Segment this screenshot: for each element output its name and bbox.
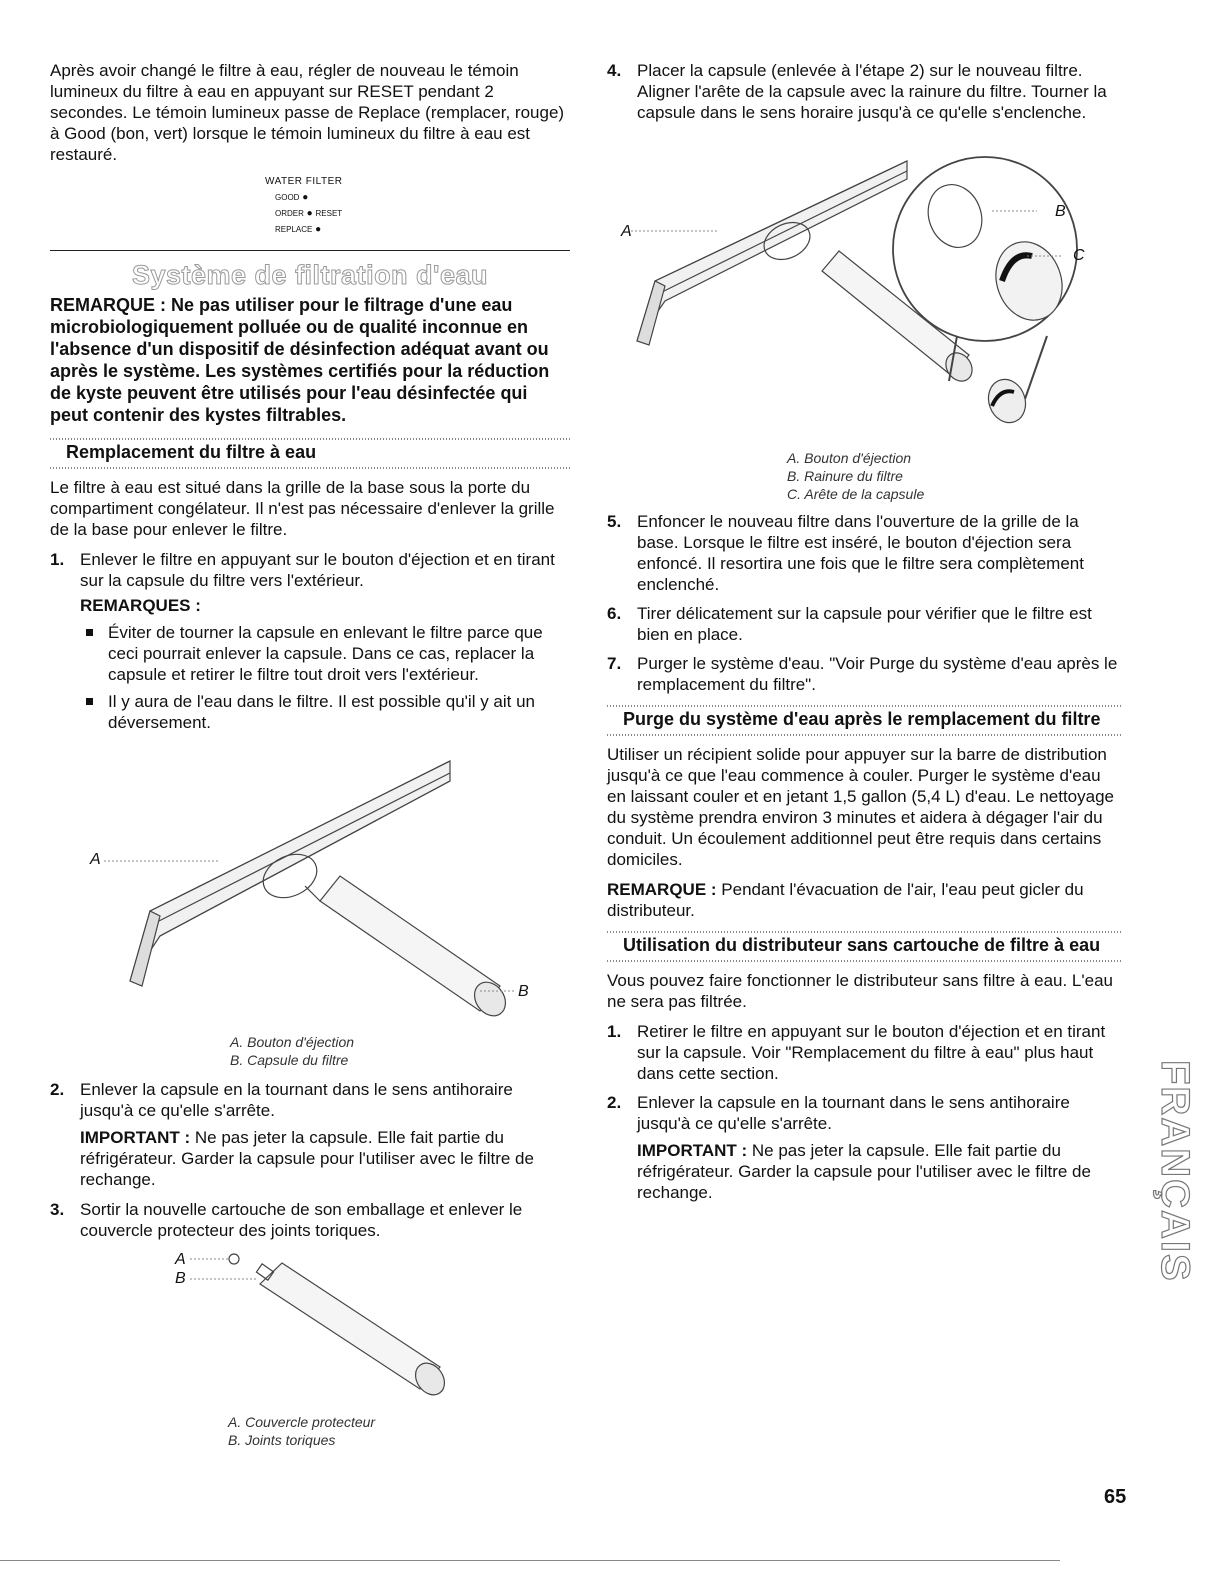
step-text: Purger le système d'eau. "Voir Purge du système d'eau après le remplacement du filtre".: [637, 654, 1118, 694]
step-text: Placer la capsule (enlevée à l'étape 2) sur le nouveau filtre. Aligner l'arête de la capsule avec la rainure du filtre. Tourner la capsule dans le sens horaire jusqu'à ce qu'elle s'enclenche.: [637, 61, 1107, 122]
step-number: 1.: [50, 550, 65, 569]
step-text: Enfoncer le nouveau filtre dans l'ouverture de la grille de la base. Lorsque le filtre est inséré, le bouton d'éjection sera enfoncé. Il resortira une fois que le filtre sera complètement enclenché.: [637, 512, 1084, 594]
steps-list-right: [607, 60, 1123, 123]
figure-eject-filter: [50, 741, 570, 1041]
caption-b: B. Capsule du filtre: [230, 1052, 349, 1068]
figure-label-b: B: [1055, 203, 1066, 220]
cartridge-illustration: [50, 1249, 570, 1409]
panel-title: WATER FILTER: [265, 176, 343, 187]
figure-new-cartridge: [50, 1249, 570, 1409]
water-filter-panel: [265, 174, 385, 238]
cap-install-illustration: [607, 131, 1123, 461]
util-step-2: [607, 1092, 1123, 1203]
caption-a: A. Couvercle protecteur: [228, 1414, 376, 1430]
step-number: 3.: [50, 1200, 65, 1219]
figure-label-a: A: [90, 851, 101, 868]
remarques-title: REMARQUES :: [80, 596, 201, 615]
page-number: 65: [1104, 1486, 1127, 1508]
section-title: Système de filtration d'eau: [131, 260, 488, 290]
step-number: 5.: [607, 512, 622, 531]
figure-install-cap: [607, 131, 1123, 461]
caption-b: B. Rainure du filtre: [787, 468, 903, 484]
caption-a: A. Bouton d'éjection: [787, 450, 912, 466]
util-step-1: [607, 1021, 1123, 1084]
important-label: IMPORTANT :: [80, 1128, 191, 1147]
figure-label-c: C: [1073, 247, 1085, 264]
step-2: [50, 1079, 570, 1190]
bottom-rule: [0, 1560, 1060, 1561]
purge-paragraph: Utiliser un récipient solide pour appuyer sur la barre de distribution jusqu'à ce que l'eau commence à couler. Purger le système d'eau en laissant couler et en jetant 1,5 gallon (5,4 L) d'eau. Le nettoyage du système prendra environ 3 minutes et aidera à dégager l'air du conduit. Un écoulement additionnel peut être requis dans certains domiciles.: [607, 745, 1114, 869]
intro-paragraph: Après avoir changé le filtre à eau, régler de nouveau le témoin lumineux du filtre à eau en appuyant sur RESET pendant 2 secondes. Le témoin lumineux passe de Replace (remplacer, rouge) à Good (bon, vert) lorsque le témoin lumineux du filtre à eau est restauré.: [50, 61, 565, 164]
right-column: [607, 60, 1123, 1212]
step-number: 7.: [607, 654, 622, 673]
steps-list: [50, 549, 570, 733]
step-number: 4.: [607, 61, 622, 80]
important-text: Ne pas jeter la capsule. Elle fait partie du réfrigérateur. Garder la capsule pour l'utiliser avec le filtre de rechange.: [80, 1128, 534, 1189]
figure-label-a: A: [175, 1251, 186, 1268]
step-text: Enlever la capsule en la tournant dans le sens antihoraire jusqu'à ce qu'elle s'arrête.: [637, 1093, 1070, 1133]
step-text: Enlever la capsule en la tournant dans le sens antihoraire jusqu'à ce qu'elle s'arrête.: [80, 1080, 513, 1120]
step-text: Tirer délicatement sur la capsule pour vérifier que le filtre est bien en place.: [637, 604, 1092, 644]
caption-a: A. Bouton d'éjection: [230, 1034, 355, 1050]
step-5: [607, 511, 1123, 595]
caption-c: C. Arête de la capsule: [787, 486, 925, 502]
important-label: IMPORTANT :: [637, 1141, 748, 1160]
step-number: 2.: [50, 1080, 65, 1099]
remarque-label: REMARQUE :: [607, 880, 717, 899]
led-replace-label: REPLACE: [275, 225, 313, 234]
step-text: Sortir la nouvelle cartouche de son emballage et enlever le couvercle protecteur des joints toriques.: [80, 1200, 523, 1240]
step-1: [50, 549, 570, 733]
step-7: [607, 653, 1123, 695]
bullet-item: Éviter de tourner la capsule en enlevant le filtre parce que ceci pourrait enlever la capsule. Dans ce cas, replacer la capsule et retirer le filtre tout droit vers l'extérieur.: [80, 622, 570, 685]
reset-button[interactable]: RESET: [315, 209, 343, 218]
step-number: 6.: [607, 604, 622, 623]
section-divider: [50, 250, 570, 251]
step-text: Enlever le filtre en appuyant sur le bouton d'éjection et en tirant sur la capsule du filtre vers l'extérieur.: [80, 550, 555, 590]
heading-remplacement: Remplacement du filtre à eau: [50, 438, 570, 469]
heading-utilisation: Utilisation du distributeur sans cartouche de filtre à eau: [607, 931, 1123, 962]
left-column: [50, 60, 570, 1449]
language-tab-text: FRANÇAIS: [1153, 1060, 1196, 1283]
caption-b: B. Joints toriques: [228, 1432, 336, 1448]
step-6: [607, 603, 1123, 645]
step-4: [607, 60, 1123, 123]
remarque-text: Pendant l'évacuation de l'air, l'eau peut gicler du distributeur.: [607, 880, 1084, 920]
remarque-warning: REMARQUE : Ne pas utiliser pour le filtrage d'une eau microbiologiquement polluée ou de qualité inconnue en l'absence d'un dispositif de désinfection adéquat avant ou après le système. Les systèmes certifiés pour la réduction de kyste peuvent être utilisés pour l'eau désinfectée qui peut contenir des kystes filtrables.: [50, 295, 550, 425]
step-number: 1.: [607, 1022, 622, 1041]
step-number: 2.: [607, 1093, 622, 1112]
utilisation-steps: [607, 1021, 1123, 1203]
remarque-purge: [607, 879, 1123, 921]
figure-label-b: B: [518, 983, 529, 1000]
step-text: Retirer le filtre en appuyant sur le bouton d'éjection et en tirant sur la capsule. Voir "Remplacement du filtre à eau" plus haut dans cette section.: [637, 1022, 1106, 1083]
led-replace-indicator: ●: [315, 224, 322, 235]
utilisation-paragraph: Vous pouvez faire fonctionner le distributeur sans filtre à eau. L'eau ne sera pas filtrée.: [607, 971, 1113, 1011]
filter-eject-illustration: [50, 741, 570, 1041]
remarques-list: [80, 622, 570, 733]
steps-list-2: [50, 1079, 570, 1241]
heading-purge: Purge du système d'eau après le remplacement du filtre: [607, 705, 1123, 736]
important-text: Ne pas jeter la capsule. Elle fait partie du réfrigérateur. Garder la capsule pour l'utiliser avec le filtre de rechange.: [637, 1141, 1091, 1202]
location-paragraph: Le filtre à eau est situé dans la grille de la base sous la porte du compartiment congélateur. Il n'est pas nécessaire d'enlever la grille de la base pour enlever le filtre.: [50, 478, 555, 539]
figure-label-b: B: [175, 1270, 186, 1287]
language-tab-graphic: [1152, 1060, 1196, 1350]
language-side-tab: [1152, 1060, 1196, 1350]
led-order-label: ORDER: [275, 209, 304, 218]
figure-label-a: A: [621, 223, 632, 240]
bullet-item: Il y aura de l'eau dans le filtre. Il est possible qu'il y ait un déversement.: [80, 691, 570, 733]
led-good-label: GOOD: [275, 193, 300, 202]
steps-list-right-2: [607, 511, 1123, 695]
led-order-indicator: ●: [306, 208, 313, 219]
led-good-indicator: ●: [302, 192, 309, 203]
step-3: [50, 1199, 570, 1241]
